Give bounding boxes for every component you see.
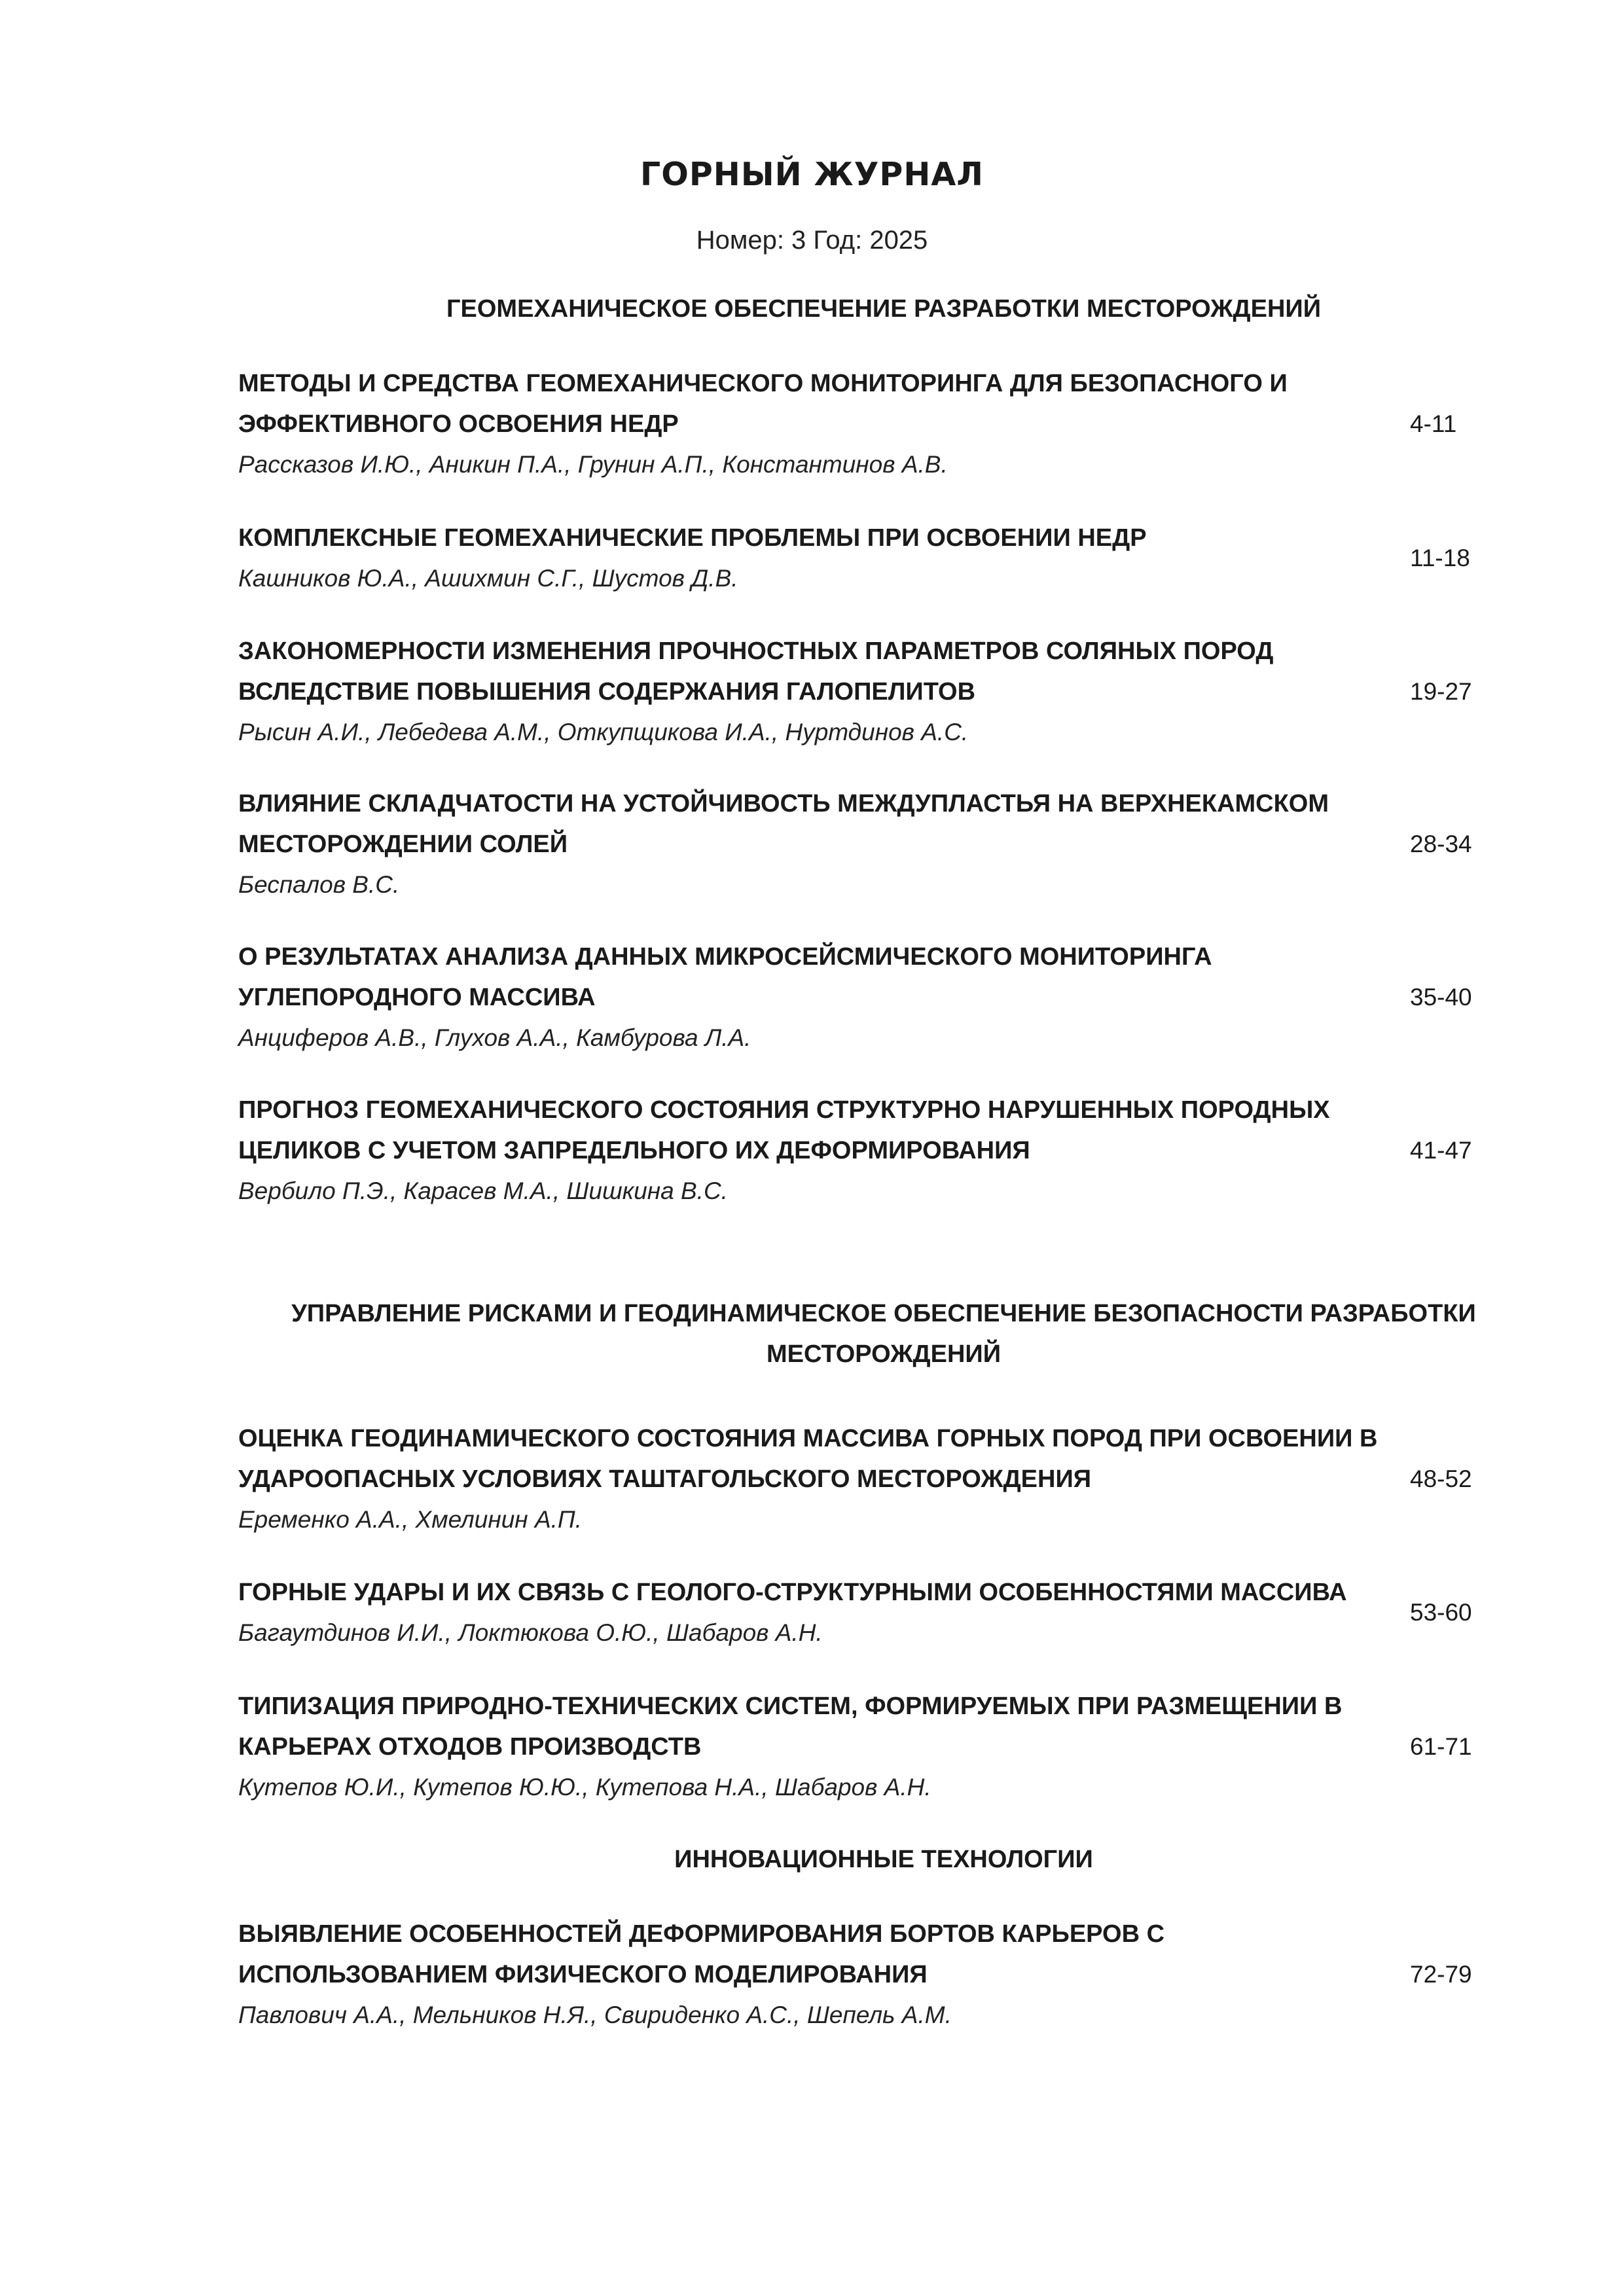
toc-entry[interactable] bbox=[238, 363, 1482, 485]
article-authors: Рысин А.И., Лебедева А.М., Откупщикова И.А., Нуртдинов А.С. bbox=[238, 719, 969, 745]
article-pages: 41-47 bbox=[1410, 1137, 1472, 1164]
article-authors: Рассказов И.Ю., Аникин П.А., Грунин А.П., Константинов А.В. bbox=[238, 451, 948, 478]
toc-entry[interactable] bbox=[238, 937, 1482, 1058]
article-title[interactable]: МЕТОДЫ И СРЕДСТВА ГЕОМЕХАНИЧЕСКОГО МОНИТОРИНГА ДЛЯ БЕЗОПАСНОГО И ЭФФЕКТИВНОГО ОСВОЕНИЯ НЕДР bbox=[238, 370, 1288, 438]
toc-entry[interactable] bbox=[238, 518, 1482, 599]
toc-entry[interactable] bbox=[238, 1686, 1482, 1808]
toc-entry[interactable] bbox=[238, 631, 1482, 753]
article-pages: 72-79 bbox=[1410, 1961, 1472, 1988]
article-title[interactable]: ПРОГНОЗ ГЕОМЕХАНИЧЕСКОГО СОСТОЯНИЯ СТРУКТУРНО НАРУШЕННЫХ ПОРОДНЫХ ЦЕЛИКОВ С УЧЕТОМ ЗАПРЕДЕЛЬНОГО ИХ ДЕФОРМИРОВАНИЯ bbox=[238, 1096, 1330, 1164]
article-authors: Еременко А.А., Хмелинин А.П. bbox=[238, 1506, 582, 1533]
article-pages: 4-11 bbox=[1410, 410, 1457, 437]
article-authors: Беспалов В.С. bbox=[238, 871, 400, 898]
article-authors: Павлович А.А., Мельников Н.Я., Свириденко А.С., Шепель А.М. bbox=[238, 2001, 952, 2028]
section-heading: УПРАВЛЕНИЕ РИСКАМИ И ГЕОДИНАМИЧЕСКОЕ ОБЕСПЕЧЕНИЕ БЕЗОПАСНОСТИ РАЗРАБОТКИ МЕСТОРОЖДЕНИЙ bbox=[291, 1300, 1476, 1368]
article-pages: 19-27 bbox=[1410, 678, 1472, 705]
article-pages: 48-52 bbox=[1410, 1465, 1472, 1492]
journal-title: ГОРНЫЙ ЖУРНАЛ bbox=[640, 156, 984, 193]
article-authors: Багаутдинов И.И., Локтюкова О.Ю., Шабаров А.Н. bbox=[238, 1619, 823, 1646]
article-authors: Анциферов А.В., Глухов А.А., Камбурова Л.А. bbox=[238, 1024, 751, 1051]
issue-line: Номер: 3 Год: 2025 bbox=[696, 226, 928, 255]
article-title[interactable]: ВЛИЯНИЕ СКЛАДЧАТОСТИ НА УСТОЙЧИВОСТЬ МЕЖДУПЛАСТЬЯ НА ВЕРХНЕКАМСКОМ МЕСТОРОЖДЕНИИ СОЛЕЙ bbox=[238, 790, 1329, 858]
toc-entry[interactable] bbox=[238, 1914, 1482, 2036]
article-authors: Кутепов Ю.И., Кутепов Ю.Ю., Кутепова Н.А., Шабаров А.Н. bbox=[238, 1774, 931, 1801]
toc-entry[interactable] bbox=[238, 783, 1482, 905]
toc-entry[interactable] bbox=[238, 1090, 1482, 1211]
article-pages: 53-60 bbox=[1410, 1599, 1472, 1626]
article-title[interactable]: ТИПИЗАЦИЯ ПРИРОДНО-ТЕХНИЧЕСКИХ СИСТЕМ, ФОРМИРУЕМЫХ ПРИ РАЗМЕЩЕНИИ В КАРЬЕРАХ ОТХОДОВ ПРОИЗВОДСТВ bbox=[238, 1693, 1343, 1761]
article-title[interactable]: ВЫЯВЛЕНИЕ ОСОБЕННОСТЕЙ ДЕФОРМИРОВАНИЯ БОРТОВ КАРЬЕРОВ С ИСПОЛЬЗОВАНИЕМ ФИЗИЧЕСКОГО МОДЕЛИРОВАНИЯ bbox=[238, 1920, 1165, 1988]
article-authors: Кашников Ю.А., Ашихмин С.Г., Шустов Д.В. bbox=[238, 565, 738, 592]
article-title[interactable]: ГОРНЫЕ УДАРЫ И ИХ СВЯЗЬ С ГЕОЛОГО-СТРУКТУРНЫМИ ОСОБЕННОСТЯМИ МАССИВА bbox=[238, 1579, 1347, 1606]
article-pages: 35-40 bbox=[1410, 984, 1472, 1011]
article-pages: 28-34 bbox=[1410, 831, 1472, 857]
article-title[interactable]: КОМПЛЕКСНЫЕ ГЕОМЕХАНИЧЕСКИЕ ПРОБЛЕМЫ ПРИ ОСВОЕНИИ НЕДР bbox=[238, 524, 1147, 552]
section-heading: ИННОВАЦИОННЫЕ ТЕХНОЛОГИИ bbox=[674, 1846, 1093, 1873]
toc-entry[interactable] bbox=[238, 1418, 1482, 1540]
article-authors: Вербило П.Э., Карасев М.А., Шишкина В.С. bbox=[238, 1177, 728, 1204]
article-pages: 11-18 bbox=[1410, 545, 1470, 571]
article-pages: 61-71 bbox=[1410, 1733, 1472, 1760]
article-title[interactable]: ЗАКОНОМЕРНОСТИ ИЗМЕНЕНИЯ ПРОЧНОСТНЫХ ПАРАМЕТРОВ СОЛЯНЫХ ПОРОД ВСЛЕДСТВИЕ ПОВЫШЕНИЯ СОДЕРЖАНИЯ ГАЛОПЕЛИТОВ bbox=[238, 637, 1274, 706]
article-title[interactable]: ОЦЕНКА ГЕОДИНАМИЧЕСКОГО СОСТОЯНИЯ МАССИВА ГОРНЫХ ПОРОД ПРИ ОСВОЕНИИ В УДАРООПАСНЫХ УСЛОВИЯХ ТАШТАГОЛЬСКОГО МЕСТОРОЖДЕНИЯ bbox=[238, 1425, 1378, 1493]
section-heading: ГЕОМЕХАНИЧЕСКОЕ ОБЕСПЕЧЕНИЕ РАЗРАБОТКИ МЕСТОРОЖДЕНИЙ bbox=[446, 295, 1322, 323]
article-title[interactable]: О РЕЗУЛЬТАТАХ АНАЛИЗА ДАННЫХ МИКРОСЕЙСМИЧЕСКОГО МОНИТОРИНГА УГЛЕПОРОДНОГО МАССИВА bbox=[238, 943, 1212, 1011]
toc-entry[interactable] bbox=[238, 1572, 1482, 1653]
